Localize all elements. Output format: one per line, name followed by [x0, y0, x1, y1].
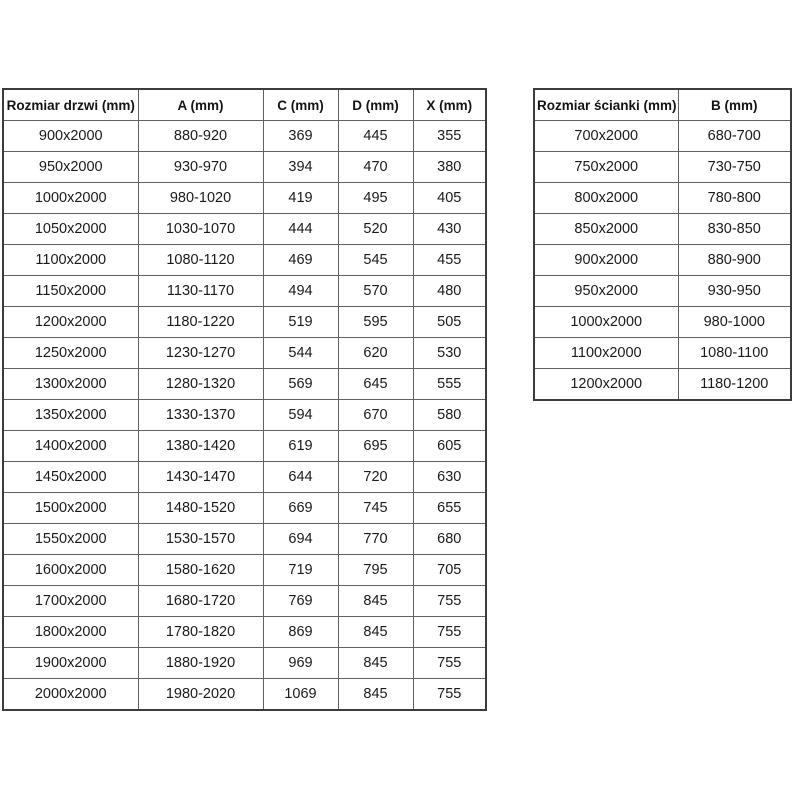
table-row: [3, 307, 486, 338]
column-header: A (mm): [138, 89, 263, 121]
table-cell: 745: [338, 493, 413, 524]
column-header: B (mm): [678, 89, 791, 121]
table-cell: 2000x2000: [3, 679, 138, 711]
table-cell: 555: [413, 369, 486, 400]
table-row: [534, 338, 791, 369]
table-cell: 519: [263, 307, 338, 338]
table-cell: 1100x2000: [534, 338, 678, 369]
table-cell: 1000x2000: [534, 307, 678, 338]
table-cell: 700x2000: [534, 121, 678, 152]
table-row: [3, 555, 486, 586]
column-header: C (mm): [263, 89, 338, 121]
table-cell: 545: [338, 245, 413, 276]
table-row: [3, 493, 486, 524]
table-cell: 619: [263, 431, 338, 462]
table-cell: 1900x2000: [3, 648, 138, 679]
table-cell: 455: [413, 245, 486, 276]
table-cell: 480: [413, 276, 486, 307]
table-cell: 694: [263, 524, 338, 555]
table-cell: 1250x2000: [3, 338, 138, 369]
table-row: [3, 431, 486, 462]
table-cell: 645: [338, 369, 413, 400]
table-cell: 1050x2000: [3, 214, 138, 245]
table-cell: 845: [338, 617, 413, 648]
table-cell: 845: [338, 679, 413, 711]
table-cell: 1200x2000: [534, 369, 678, 401]
table-cell: 720: [338, 462, 413, 493]
table-row: [3, 152, 486, 183]
table-cell: 494: [263, 276, 338, 307]
table-row: [3, 338, 486, 369]
table-row: [534, 121, 791, 152]
table-cell: 795: [338, 555, 413, 586]
table-cell: 394: [263, 152, 338, 183]
table-row: [3, 524, 486, 555]
table-row: [3, 121, 486, 152]
table-cell: 1480-1520: [138, 493, 263, 524]
table-row: [534, 307, 791, 338]
table-row: [3, 617, 486, 648]
table-cell: 950x2000: [3, 152, 138, 183]
table-cell: 380: [413, 152, 486, 183]
door-size-table: [2, 88, 487, 711]
table-cell: 1780-1820: [138, 617, 263, 648]
table-cell: 544: [263, 338, 338, 369]
table-cell: 1550x2000: [3, 524, 138, 555]
table-row: [3, 648, 486, 679]
table-cell: 1080-1120: [138, 245, 263, 276]
table-cell: 655: [413, 493, 486, 524]
table-row: [3, 679, 486, 711]
column-header: Rozmiar ścianki (mm): [534, 89, 678, 121]
table-cell: 705: [413, 555, 486, 586]
table-cell: 470: [338, 152, 413, 183]
table-cell: 1980-2020: [138, 679, 263, 711]
table-cell: 605: [413, 431, 486, 462]
table-cell: 569: [263, 369, 338, 400]
table-cell: 900x2000: [3, 121, 138, 152]
table-cell: 1500x2000: [3, 493, 138, 524]
table-row: [534, 245, 791, 276]
table-cell: 1200x2000: [3, 307, 138, 338]
table-cell: 1530-1570: [138, 524, 263, 555]
column-header: Rozmiar drzwi (mm): [3, 89, 138, 121]
table-row: [3, 276, 486, 307]
table-cell: 930-970: [138, 152, 263, 183]
table-cell: 980-1000: [678, 307, 791, 338]
table-row: [534, 276, 791, 307]
table-cell: 1800x2000: [3, 617, 138, 648]
table-row: [3, 369, 486, 400]
table-cell: 770: [338, 524, 413, 555]
table-cell: 445: [338, 121, 413, 152]
table-cell: 800x2000: [534, 183, 678, 214]
table-cell: 1430-1470: [138, 462, 263, 493]
door-table-body: [3, 121, 486, 711]
table-cell: 1180-1220: [138, 307, 263, 338]
table-row: [534, 369, 791, 401]
wall-table-head: [534, 89, 791, 121]
table-cell: 719: [263, 555, 338, 586]
table-cell: 669: [263, 493, 338, 524]
table-cell: 670: [338, 400, 413, 431]
table-cell: 570: [338, 276, 413, 307]
table-cell: 1230-1270: [138, 338, 263, 369]
table-row: [534, 152, 791, 183]
table-cell: 1680-1720: [138, 586, 263, 617]
table-cell: 520: [338, 214, 413, 245]
table-row: [3, 183, 486, 214]
table-cell: 644: [263, 462, 338, 493]
table-cell: 1350x2000: [3, 400, 138, 431]
table-row: [534, 214, 791, 245]
table-cell: 900x2000: [534, 245, 678, 276]
table-cell: 830-850: [678, 214, 791, 245]
table-row: [3, 214, 486, 245]
door-table-head: [3, 89, 486, 121]
table-row: [3, 462, 486, 493]
table-cell: 530: [413, 338, 486, 369]
wall-table-body: [534, 121, 791, 401]
table-cell: 750x2000: [534, 152, 678, 183]
table-cell: 630: [413, 462, 486, 493]
table-cell: 769: [263, 586, 338, 617]
header-row: [3, 89, 486, 121]
table-cell: 695: [338, 431, 413, 462]
table-cell: 950x2000: [534, 276, 678, 307]
table-cell: 505: [413, 307, 486, 338]
table-cell: 930-950: [678, 276, 791, 307]
table-cell: 850x2000: [534, 214, 678, 245]
column-header: D (mm): [338, 89, 413, 121]
table-cell: 1030-1070: [138, 214, 263, 245]
table-cell: 680-700: [678, 121, 791, 152]
table-cell: 730-750: [678, 152, 791, 183]
table-cell: 1000x2000: [3, 183, 138, 214]
table-cell: 1600x2000: [3, 555, 138, 586]
table-cell: 1080-1100: [678, 338, 791, 369]
table-cell: 880-920: [138, 121, 263, 152]
table-cell: 1150x2000: [3, 276, 138, 307]
table-cell: 1330-1370: [138, 400, 263, 431]
table-cell: 1100x2000: [3, 245, 138, 276]
table-row: [3, 400, 486, 431]
table-cell: 419: [263, 183, 338, 214]
table-cell: 880-900: [678, 245, 791, 276]
table-cell: 469: [263, 245, 338, 276]
table-cell: 1380-1420: [138, 431, 263, 462]
table-cell: 580: [413, 400, 486, 431]
table-cell: 680: [413, 524, 486, 555]
table-cell: 755: [413, 679, 486, 711]
table-cell: 369: [263, 121, 338, 152]
table-cell: 845: [338, 586, 413, 617]
table-cell: 1580-1620: [138, 555, 263, 586]
table-cell: 780-800: [678, 183, 791, 214]
table-cell: 980-1020: [138, 183, 263, 214]
table-cell: 1700x2000: [3, 586, 138, 617]
table-cell: 1400x2000: [3, 431, 138, 462]
table-cell: 620: [338, 338, 413, 369]
table-cell: 1300x2000: [3, 369, 138, 400]
table-cell: 755: [413, 586, 486, 617]
table-row: [3, 586, 486, 617]
table-cell: 1130-1170: [138, 276, 263, 307]
table-cell: 845: [338, 648, 413, 679]
table-cell: 430: [413, 214, 486, 245]
table-cell: 495: [338, 183, 413, 214]
header-row: [534, 89, 791, 121]
table-row: [534, 183, 791, 214]
table-cell: 755: [413, 648, 486, 679]
table-cell: 1280-1320: [138, 369, 263, 400]
table-cell: 755: [413, 617, 486, 648]
table-cell: 355: [413, 121, 486, 152]
table-cell: 595: [338, 307, 413, 338]
table-cell: 969: [263, 648, 338, 679]
table-cell: 405: [413, 183, 486, 214]
wall-size-table: [533, 88, 792, 401]
table-cell: 869: [263, 617, 338, 648]
column-header: X (mm): [413, 89, 486, 121]
table-cell: 1880-1920: [138, 648, 263, 679]
table-cell: 1069: [263, 679, 338, 711]
table-cell: 1180-1200: [678, 369, 791, 401]
table-cell: 444: [263, 214, 338, 245]
table-row: [3, 245, 486, 276]
table-cell: 1450x2000: [3, 462, 138, 493]
table-cell: 594: [263, 400, 338, 431]
